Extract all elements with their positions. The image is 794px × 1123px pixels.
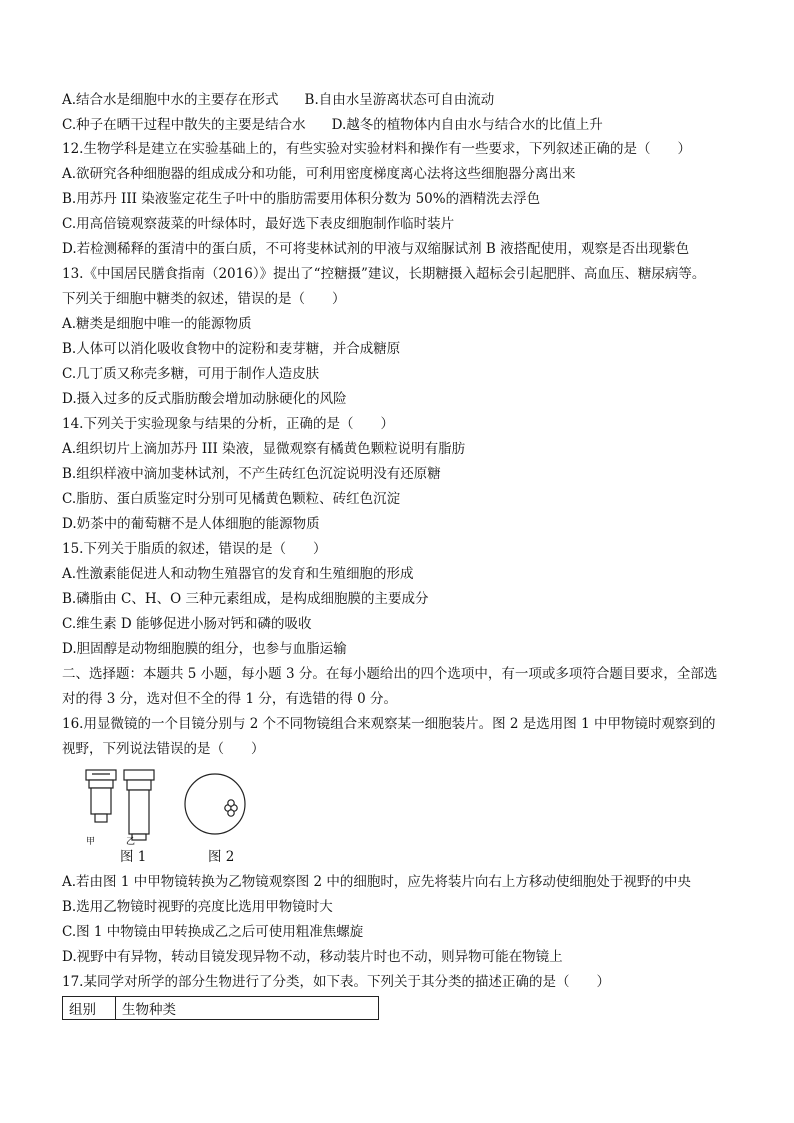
question-13-cont: 下列关于细胞中糖类的叙述，错误的是（ ） [62,291,346,307]
option-11d: D.越冬的植物体内自由水与结合水的比值上升 [331,117,603,133]
question-14: 14.下列关于实验现象与结果的分析，正确的是（ ） [62,416,394,432]
figure-2-caption: 图 2 [208,849,235,865]
option-14d: D.奶茶中的葡萄糖不是人体细胞的能源物质 [62,516,320,532]
option-line-11ab [62,90,742,110]
option-14b: B.组织样液中滴加斐林试剂，不产生砖红色沉淀说明没有还原糖 [62,466,441,482]
section-two-header: 二、选择题：本题共 5 小题，每小题 3 分。在每小题给出的四个选项中，有一项或多项符合题目要求，全部选 [62,666,718,682]
label-yi: 乙 [126,837,136,846]
objective-yi-icon [124,770,154,840]
label-jia: 甲 [86,837,96,846]
option-13d: D.摄入过多的反式脂肪酸会增加动脉硬化的风险 [62,391,347,407]
table-header-group: 组别 [63,997,116,1020]
microscope-figure-drawing [80,766,260,846]
section-two-header-cont: 对的得 3 分，选对但不全的得 1 分，有选错的得 0 分。 [62,691,398,707]
objective-jia-icon [86,770,116,822]
option-13b: B.人体可以消化吸收食物中的淀粉和麦芽糖，并合成糖原 [62,341,401,357]
option-line-11cd [62,115,742,135]
question-16-cont: 视野，下列说法错误的是（ ） [62,741,265,757]
question-16: 16.用显微镜的一个目镜分别与 2 个不同物镜组合来观察某一细胞装片。图 2 是选用图 1 中甲物镜时观察到的 [62,716,716,732]
option-16d: D.视野中有异物，转动目镜发现异物不动，移动装片时也不动，则异物可能在物镜上 [62,949,563,965]
option-12b: B.用苏丹 III 染液鉴定花生子叶中的脂肪需要用体积分数为 50%的酒精洗去浮色 [62,191,541,207]
option-16a: A.若由图 1 中甲物镜转换为乙物镜观察图 2 中的细胞时，应先将装片向右上方移动使细胞处于视野的中央 [62,874,691,890]
question-13: 13.《中国居民膳食指南（2016）》提出了“控糖摄”建议，长期糖摄入超标会引起肥胖、高血压、糖尿病等。 [62,266,706,282]
option-15a: A.性激素能促进人和动物生殖器官的发育和生殖细胞的形成 [62,566,414,582]
option-11a: A.结合水是细胞中水的主要存在形式 [62,92,279,108]
option-13a: A.糖类是细胞中唯一的能源物质 [62,316,252,332]
question-15: 15.下列关于脂质的叙述，错误的是（ ） [62,541,327,557]
option-16c: C.图 1 中物镜由甲转换成乙之后可使用粗准焦螺旋 [62,924,364,940]
table-header-species: 生物种类 [116,997,379,1020]
microscope-figure [80,766,260,866]
question-17: 17.某同学对所学的部分生物进行了分类，如下表。下列关于其分类的描述正确的是（ ） [62,974,610,990]
option-11b: B.自由水呈游离状态可自由流动 [304,92,495,108]
figure-1-caption: 图 1 [120,849,147,865]
option-12c: C.用高倍镜观察菠菜的叶绿体时，最好选下表皮细胞制作临时装片 [62,216,455,232]
option-14c: C.脂肪、蛋白质鉴定时分别可见橘黄色颗粒、砖红色沉淀 [62,491,401,507]
option-15d: D.胆固醇是动物细胞膜的组分，也参与血脂运输 [62,641,347,657]
classification-table [62,996,379,1020]
option-12a: A.欲研究各种细胞器的组成成分和功能，可利用密度梯度离心法将这些细胞器分离出来 [62,166,576,182]
option-12d: D.若检测稀释的蛋清中的蛋白质，不可将斐林试剂的甲液与双缩脲试剂 B 液搭配使用，观察是否出现紫色 [62,241,690,257]
option-13c: C.几丁质又称壳多糖，可用于制作人造皮肤 [62,366,320,382]
option-14a: A.组织切片上滴加苏丹 III 染液，显微观察有橘黄色颗粒说明有脂肪 [62,441,466,457]
table-row [63,997,379,1020]
option-15c: C.维生素 D 能够促进小肠对钙和磷的吸收 [62,616,312,632]
option-16b: B.选用乙物镜时视野的亮度比选用甲物镜时大 [62,899,333,915]
option-11c: C.种子在晒干过程中散失的主要是结合水 [62,117,306,133]
option-15b: B.磷脂由 C、H、O 三种元素组成，是构成细胞膜的主要成分 [62,591,429,607]
question-12: 12.生物学科是建立在实验基础上的，有些实验对实验材料和操作有一些要求，下列叙述正确的是（ ） [62,141,691,157]
field-of-view-icon [185,774,245,834]
